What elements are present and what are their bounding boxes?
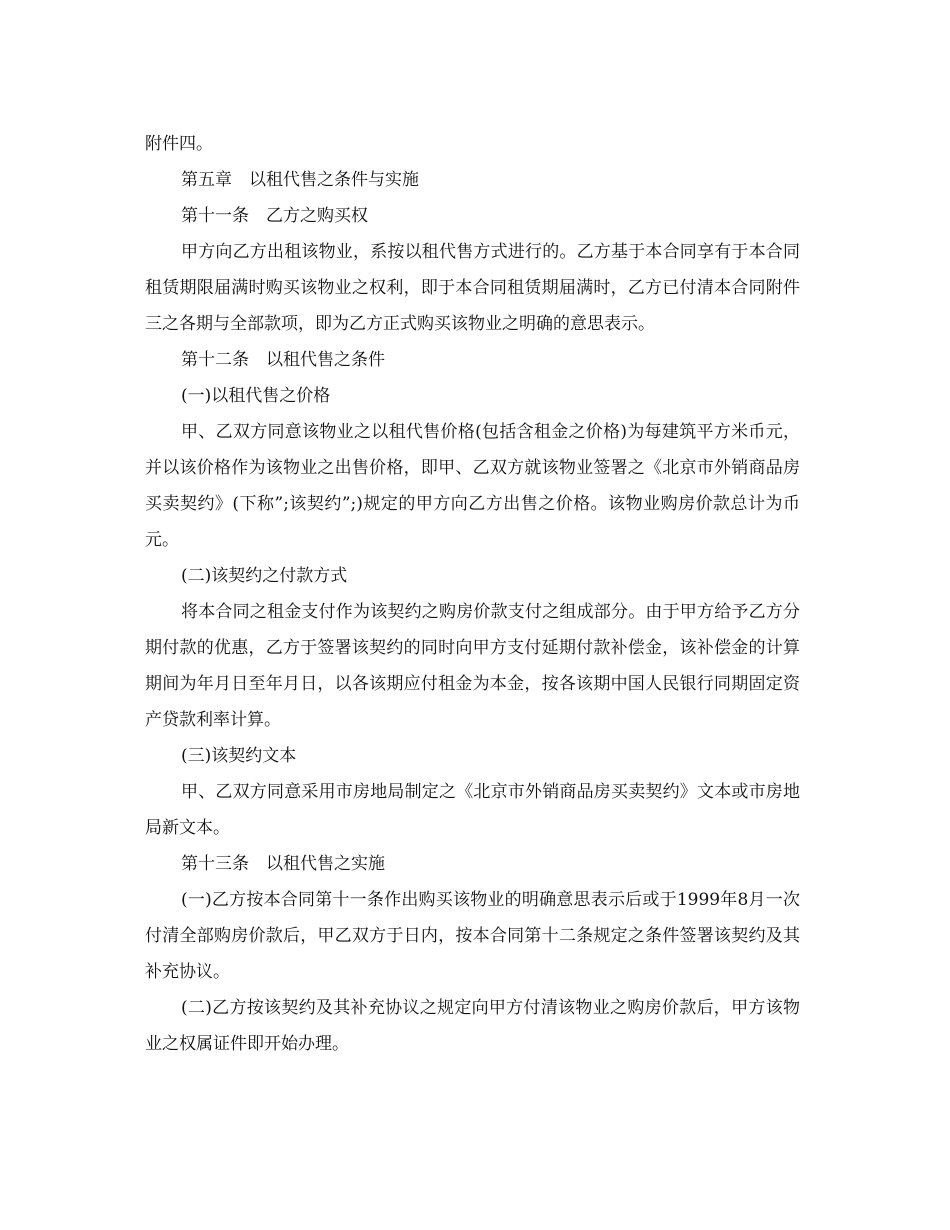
chapter-heading: 第五章 以租代售之条件与实施 <box>181 170 419 190</box>
paragraph-attachment-ref: 附件四。 <box>145 134 213 154</box>
article-12-item-3-heading: (三)该契约文本 <box>181 746 297 766</box>
article-12-item-1-heading: (一)以租代售之价格 <box>181 386 331 406</box>
article-11-heading: 第十一条 乙方之购买权 <box>181 206 368 226</box>
document-body <box>145 126 800 1062</box>
article-12-item-3-body: 甲、乙双方同意采用市房地局制定之《北京市外销商品房买卖契约》文本或市房地局新文本。 <box>145 782 800 838</box>
article-12-heading: 第十二条 以租代售之条件 <box>181 350 385 370</box>
article-11-body: 甲方向乙方出租该物业，系按以租代售方式进行的。乙方基于本合同享有于本合同租赁期限届满时购买该物业之权利，即于本合同租赁期届满时，乙方已付清本合同附件三之各期与全部款项，即为乙方正式购买该物业之明确的意思表示。 <box>145 242 800 334</box>
article-13-item-2: (二)乙方按该契约及其补充协议之规定向甲方付清该物业之购房价款后，甲方该物业之权属证件即开始办理。 <box>145 998 800 1054</box>
article-12-item-2-body: 将本合同之租金支付作为该契约之购房价款支付之组成部分。由于甲方给予乙方分期付款的优惠，乙方于签署该契约的同时向甲方支付延期付款补偿金，该补偿金的计算期间为年月日至年月日，以各该期应付租金为本金，按各该期中国人民银行同期固定资产贷款利率计算。 <box>145 602 800 730</box>
article-13-item-1: (一)乙方按本合同第十一条作出购买该物业的明确意思表示后或于1999年8月一次付清全部购房价款后，甲乙双方于日内，按本合同第十二条规定之条件签署该契约及其补充协议。 <box>145 890 800 982</box>
article-12-item-2-heading: (二)该契约之付款方式 <box>181 566 348 586</box>
article-12-item-1-body: 甲、乙双方同意该物业之以租代售价格(包括含租金之价格)为每建筑平方米币元，并以该价格作为该物业之出售价格，即甲、乙双方就该物业签署之《北京市外销商品房买卖契约》(下称”;该契约”;)规定的甲方向乙方出售之价格。该物业购房价款总计为币元。 <box>145 422 800 550</box>
article-13-heading: 第十三条 以租代售之实施 <box>181 854 385 874</box>
